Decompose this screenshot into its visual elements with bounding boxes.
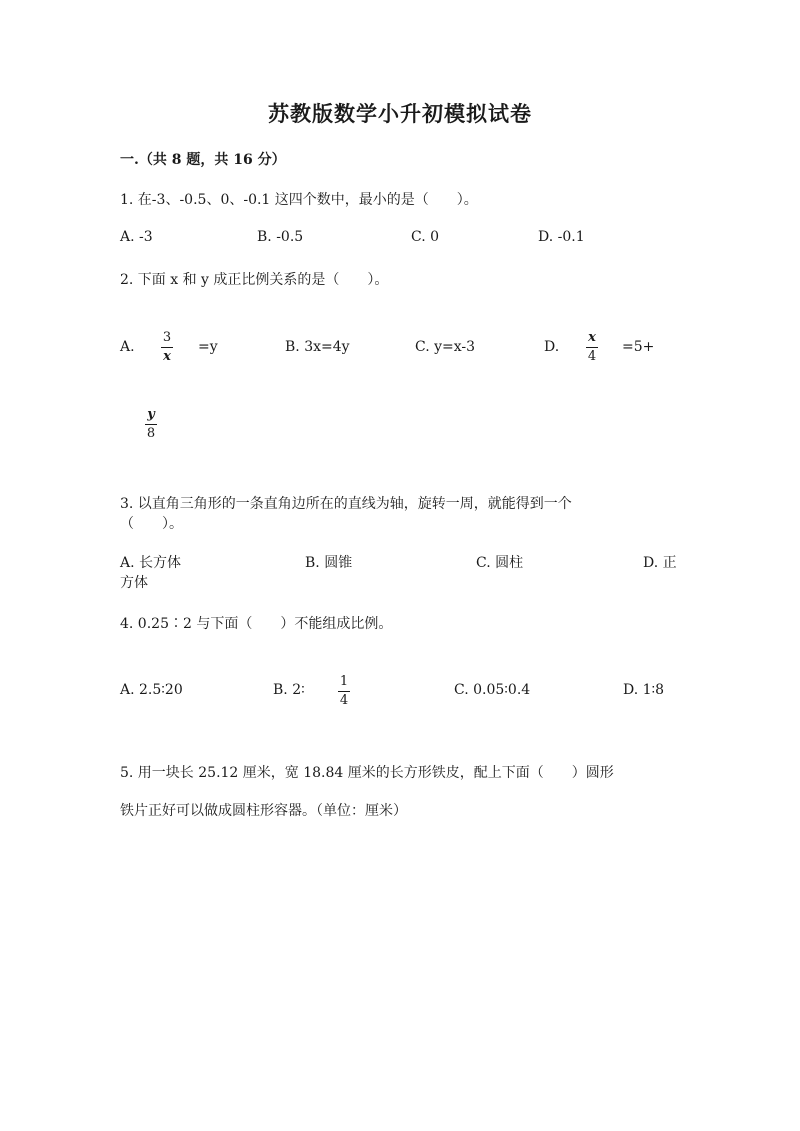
- fraction-numerator: 1: [339, 674, 349, 689]
- question-5-text-line-2: 铁片正好可以做成圆柱形容器。（单位：厘米）: [120, 803, 407, 819]
- question-3-option-c: C. 圆柱: [476, 555, 524, 571]
- fraction-denominator: 8: [146, 426, 156, 441]
- fraction-numerator: x: [588, 330, 596, 345]
- question-2-option-a-suffix: =y: [198, 339, 218, 355]
- question-2-option-d-fraction-1: [586, 331, 598, 364]
- question-2-option-d-fraction-2: [145, 408, 157, 441]
- question-1-option-b: B. -0.5: [257, 229, 304, 245]
- question-3-option-d-line-2: 方体: [120, 575, 148, 591]
- question-3-option-b: B. 圆锥: [305, 555, 353, 571]
- question-1-text: 1. 在-3、-0.5、0、-0.1 这四个数中，最小的是（ ）。: [120, 192, 478, 208]
- question-4-option-c: C. 0.05∶0.4: [454, 682, 531, 698]
- question-1-option-a: A. -3: [120, 229, 153, 245]
- question-2-option-b: B. 3x=4y: [285, 339, 350, 355]
- question-4-option-b-label: B. 2∶: [273, 682, 305, 698]
- question-4-text: 4. 0.25∶2 与下面（ ）不能组成比例。: [120, 616, 393, 632]
- question-2-text: 2. 下面 x 和 y 成正比例关系的是（ ）。: [120, 272, 389, 288]
- question-2-option-d-label: D.: [544, 339, 560, 355]
- fraction-denominator: 4: [339, 693, 349, 708]
- question-1-option-c: C. 0: [411, 229, 440, 245]
- fraction-bar: [586, 347, 598, 348]
- question-2-option-d-middle: =5+: [622, 339, 655, 355]
- question-2-option-a-fraction: [161, 331, 173, 364]
- question-2-option-c: C. y=x-3: [415, 339, 476, 355]
- section-heading: 一.（共 8 题，共 16 分）: [120, 152, 286, 168]
- question-3-text-line-1: 3. 以直角三角形的一条直角边所在的直线为轴，旋转一周，就能得到一个: [120, 496, 572, 512]
- question-2-option-a-label: A.: [120, 339, 135, 355]
- fraction-denominator: 4: [587, 349, 597, 364]
- fraction-bar: [161, 347, 173, 348]
- question-3-option-d-line-1: D. 正: [643, 555, 677, 571]
- fraction-numerator: 3: [162, 330, 172, 345]
- question-1-option-d: D. -0.1: [538, 229, 585, 245]
- question-4-option-b-fraction: [338, 675, 350, 708]
- fraction-numerator: y: [147, 407, 155, 422]
- question-5-text-line-1: 5. 用一块长 25.12 厘米，宽 18.84 厘米的长方形铁皮，配上下面（ ）圆形: [120, 765, 614, 781]
- fraction-denominator: x: [163, 349, 171, 364]
- question-4-option-a: A. 2.5∶20: [120, 682, 183, 698]
- fraction-bar: [145, 424, 157, 425]
- page-title: 苏教版数学小升初模拟试卷: [268, 101, 532, 126]
- fraction-bar: [338, 691, 350, 692]
- question-3-text-line-2: （ ）。: [120, 516, 183, 532]
- question-3-option-a: A. 长方体: [120, 555, 182, 571]
- question-4-option-d: D. 1∶8: [623, 682, 665, 698]
